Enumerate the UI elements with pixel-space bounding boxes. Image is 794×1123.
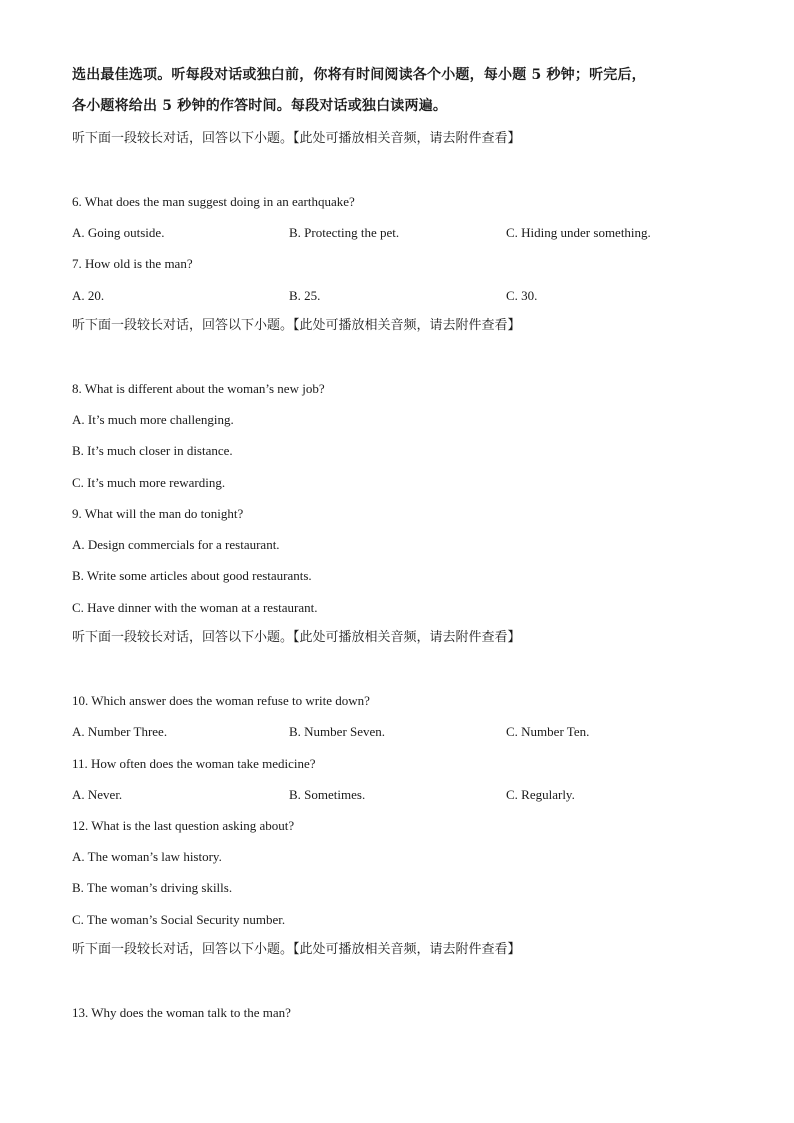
- option-8a: A. It’s much more challenging.: [72, 412, 234, 427]
- option-10c: C. Number Ten.: [506, 724, 590, 739]
- question-12: 12. What is the last question asking about?: [72, 818, 295, 833]
- question-9: 9. What will the man do tonight?: [72, 506, 244, 521]
- question-13: 13. Why does the woman talk to the man?: [72, 1005, 291, 1020]
- option-6c: C. Hiding under something.: [506, 225, 651, 240]
- question-11: 11. How often does the woman take medicine?: [72, 756, 316, 771]
- header-line-2: 各小题将给出 5 秒钟的作答时间。每段对话或独白读两遍。: [72, 98, 448, 114]
- option-10b: B. Number Seven.: [289, 724, 386, 739]
- option-9c: C. Have dinner with the woman at a restaurant.: [72, 600, 318, 615]
- audio-instruction: 听下面一段较长对话，回答以下小题。【此处可播放相关音频，请去附件查看】: [72, 318, 521, 333]
- options-6: [72, 225, 732, 241]
- option-7b: B. 25.: [289, 288, 321, 303]
- option-6b: B. Protecting the pet.: [289, 225, 400, 240]
- option-7c: C. 30.: [506, 288, 538, 303]
- option-12a: A. The woman’s law history.: [72, 849, 222, 864]
- audio-instruction: 听下面一段较长对话，回答以下小题。【此处可播放相关音频，请去附件查看】: [72, 131, 521, 146]
- options-7: [72, 288, 732, 304]
- options-10: [72, 724, 732, 740]
- option-10a: A. Number Three.: [72, 724, 168, 739]
- option-8c: C. It’s much more rewarding.: [72, 475, 226, 490]
- header-line-1: 选出最佳选项。听每段对话或独白前，你将有时间阅读各个小题，每小题 5 秒钟；听完后，: [72, 67, 646, 83]
- audio-instruction: 听下面一段较长对话，回答以下小题。【此处可播放相关音频，请去附件查看】: [72, 630, 521, 645]
- question-8: 8. What is different about the woman’s new job?: [72, 381, 325, 396]
- option-9b: B. Write some articles about good restaurants.: [72, 568, 312, 583]
- option-6a: A. Going outside.: [72, 225, 165, 240]
- option-12c: C. The woman’s Social Security number.: [72, 912, 286, 927]
- question-7: 7. How old is the man?: [72, 256, 193, 271]
- option-11c: C. Regularly.: [506, 787, 575, 802]
- option-11a: A. Never.: [72, 787, 123, 802]
- option-12b: B. The woman’s driving skills.: [72, 880, 233, 895]
- option-11b: B. Sometimes.: [289, 787, 366, 802]
- question-6: 6. What does the man suggest doing in an earthquake?: [72, 194, 355, 209]
- options-11: [72, 787, 732, 803]
- option-8b: B. It’s much closer in distance.: [72, 443, 233, 458]
- option-7a: A. 20.: [72, 288, 105, 303]
- option-9a: A. Design commercials for a restaurant.: [72, 537, 280, 552]
- question-10: 10. Which answer does the woman refuse to write down?: [72, 693, 370, 708]
- audio-instruction: 听下面一段较长对话，回答以下小题。【此处可播放相关音频，请去附件查看】: [72, 942, 521, 957]
